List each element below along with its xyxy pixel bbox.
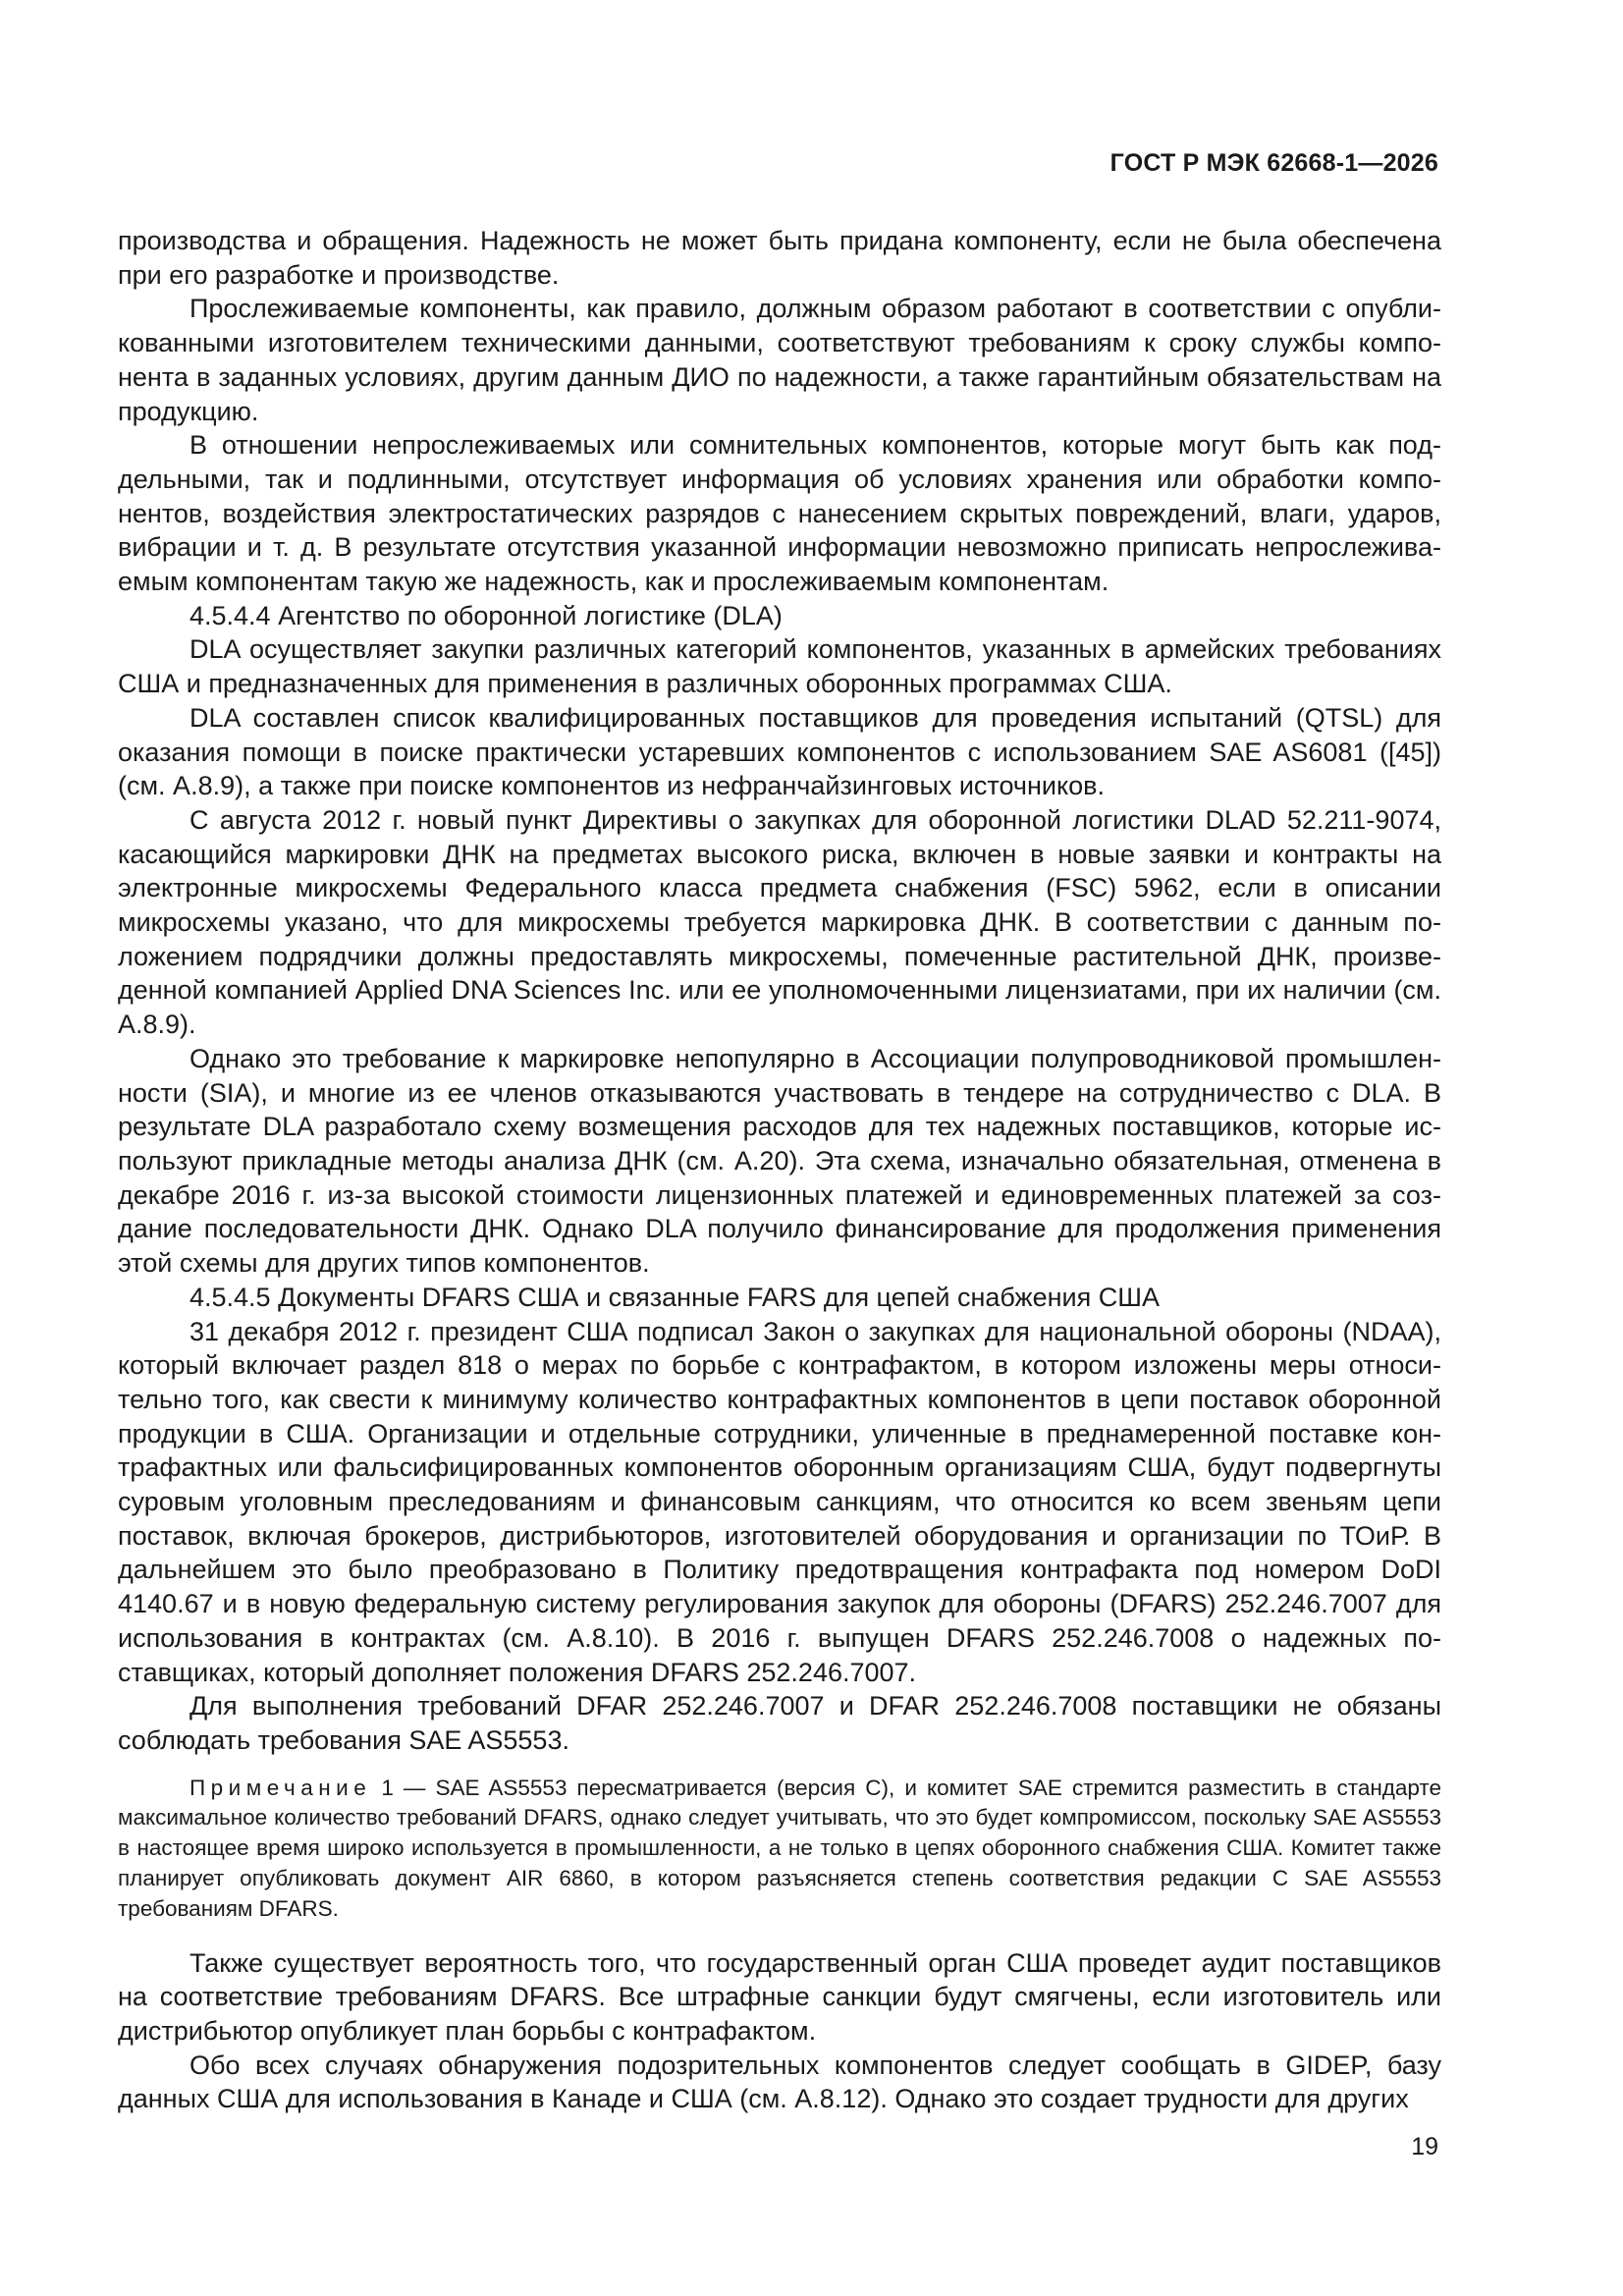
paragraph-continuation: производства и обращения. Надежность не может быть придана компоненту, если не была обеспечена при его разработке и производстве. <box>118 226 1441 290</box>
document-body <box>118 224 1441 2116</box>
note-label: Примечание <box>189 1775 372 1800</box>
section-heading-4-5-4-4: 4.5.4.4 Агентство по оборонной логистике (DLA) <box>189 600 783 630</box>
note-block <box>118 1774 1441 1925</box>
note-text: 1 — SAE AS5553 пересматривается (версия С), и комитет SAE стремится разместить в стандарте максимальное количество требований DFARS, однако следует учитывать, что это будет компромиссом, поскольку SAE AS5553 в настоящее время широко используется в промышленности, а не только в цепях оборонного снабжения США. Комитет также планирует опубликовать документ AIR 6860, в котором разъясняется степень соответствия редакции С SAE AS5553 требованиям DFARS. <box>118 1775 1441 1921</box>
paragraph: Однако это требование к маркировке непопулярно в Ассоциации полупроводниковой промышленности (SIA), и многие из ее членов отказываются участвовать в тендере на сотрудничество с DLA. В результате DLA разработало схему возмещения расходов для тех надежных поставщиков, которые используют прикладные методы анализа ДНК (см. А.20). Эта схема, изначально обязательная, отменена в декабре 2016 г. из-за высокой стоимости лицензионных платежей и единовременных платежей за создание последовательности ДНК. Однако DLA получило финансирование для продолжения применения этой схемы для других типов компонентов. <box>118 1043 1441 1279</box>
document-id-header: ГОСТ Р МЭК 62668-1—2026 <box>1109 149 1438 177</box>
paragraph: В отношении непрослеживаемых или сомнительных компонентов, которые могут быть как поддельными, так и подлинными, отсутствует информация об условиях хранения или обработки компонентов, воздействия электростатических разрядов с нанесением скрытых повреждений, влаги, ударов, вибрации и т. д. В результате отсутствия указанной информации невозможно приписать непрослеживаемым компонентам такую же надежность, как и прослеживаемым компонентам. <box>118 430 1441 597</box>
section-heading-4-5-4-5: 4.5.4.5 Документы DFARS США и связанные FARS для цепей снабжения США <box>189 1282 1160 1312</box>
paragraph: Для выполнения требований DFAR 252.246.7007 и DFAR 252.246.7008 поставщики не обязаны соблюдать требования SAE AS5553. <box>118 1691 1441 1755</box>
paragraph: DLA составлен список квалифицированных поставщиков для проведения испытаний (QTSL) для оказания помощи в поиске практически устаревших компонентов с использованием SAE AS6081 ([45]) (см. А.8.9), а также при поиске компонентов из нефранчайзинговых источников. <box>118 702 1441 801</box>
paragraph: Также существует вероятность того, что государственный орган США проведет аудит поставщиков на соответствие требованиям DFARS. Все штрафные санкции будут смягчены, если изготовитель или дистрибьютор опубликует план борьбы с контрафактом. <box>118 1947 1441 2047</box>
paragraph: Прослеживаемые компоненты, как правило, должным образом работают в соответствии с опубликованными изготовителем техническими данными, соответствуют требованиям к сроку службы компонента в заданных условиях, другим данным ДИО по надежности, а также гарантийным обязательствам на продукцию. <box>118 294 1441 426</box>
page-number: 19 <box>1411 2133 1438 2160</box>
paragraph: С августа 2012 г. новый пункт Директивы о закупках для оборонной логистики DLAD 52.211-9074, касающийся маркировки ДНК на предметах высокого риска, включен в новые заявки и контракты на электронные микросхемы Федерального класса предмета снабжения (FSC) 5962, если в описании микросхемы указано, что для микросхемы требуется маркировка ДНК. В соответствии с данным положением подрядчики должны предоставлять микросхемы, помеченные растительной ДНК, произведенной компанией Applied DNA Sciences Inc. или ее уполномоченными лицензиатами, при их наличии (см. А.8.9). <box>118 804 1441 1040</box>
paragraph: DLA осуществляет закупки различных категорий компонентов, указанных в армейских требованиях США и предназначенных для применения в различных оборонных программах США. <box>118 634 1441 699</box>
paragraph: Обо всех случаях обнаружения подозрительных компонентов следует сообщать в GIDEP, базу данных США для использования в Канаде и США (см. А.8.12). Однако это создает трудности для других <box>118 2050 1441 2114</box>
paragraph: 31 декабря 2012 г. президент США подписал Закон о закупках для национальной обороны (NDAA), который включает раздел 818 о мерах по борьбе с контрафактом, в котором изложены меры относительно того, как свести к минимуму количество контрафактных компонентов в цепи поставок оборонной продукции в США. Организации и отдельные сотрудники, уличенные в преднамеренной поставке контрафактных или фальсифицированных компонентов оборонным организациям США, будут подвергнуты суровым уголовным преследованиям и финансовым санкциям, что относится ко всем звеньям цепи поставок, включая брокеров, дистрибьюторов, изготовителей оборудования и организации по ТОиР. В дальнейшем это было преобразовано в Политику предотвращения контрафакта под номером DoDI 4140.67 и в новую федеральную систему регулирования закупок для обороны (DFARS) 252.246.7007 для использования в контрактах (см. А.8.10). В 2016 г. выпущен DFARS 252.246.7008 о надежных поставщиках, который дополняет положения DFARS 252.246.7007. <box>118 1316 1441 1687</box>
